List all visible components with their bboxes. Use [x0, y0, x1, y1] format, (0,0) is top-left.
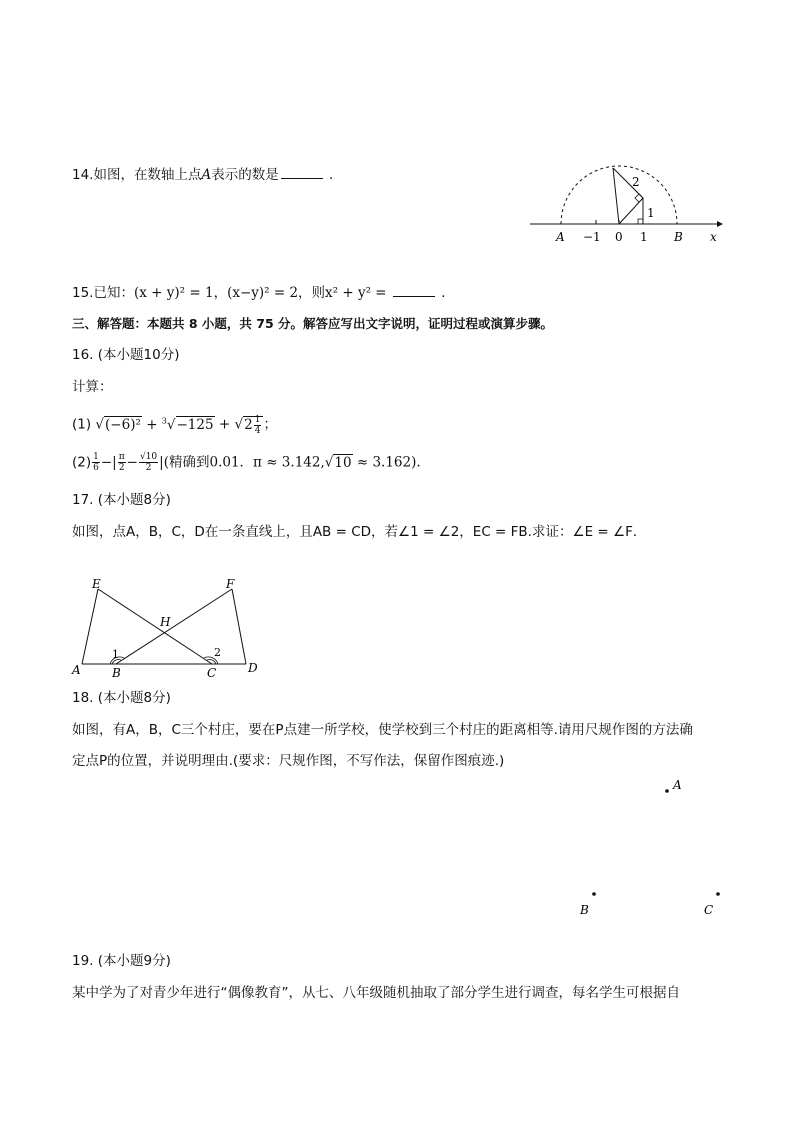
q16-header: 16. (本小题10分)	[72, 347, 180, 363]
q17-figure	[68, 574, 268, 680]
radius-line	[613, 168, 619, 224]
q15-answer-blank	[393, 284, 435, 297]
svg-text:A: A	[673, 778, 682, 792]
q17-header: 17. (本小题8分)	[72, 492, 171, 508]
svg-text:1: 1	[640, 230, 648, 244]
point-a	[665, 789, 669, 793]
svg-text:B: B	[580, 903, 589, 917]
q18-line1: 如图，有A，B，C三个村庄，要在P点建一所学校，使学校到三个村庄的距离相等.请用尺规作图的方法确	[72, 722, 693, 738]
q18-line2: 定点P的位置，并说明理由.(要求：尺规作图，不写作法，保留作图痕迹.)	[72, 753, 505, 769]
svg-text:C: C	[704, 903, 714, 917]
hypotenuse-1	[619, 198, 643, 224]
axis-arrow	[717, 221, 723, 227]
q16-part2: (2) $\frac{1}{6}$ −| $\frac{\pi}{2}$ − $\frac{√10}{2}$ |(精确到0.01．π ≈ 3.142,√10 ≈ 3.162).	[72, 452, 421, 473]
svg-text:D: D	[248, 661, 258, 675]
svg-text:F: F	[226, 577, 235, 591]
point-c	[716, 892, 720, 896]
svg-text:1: 1	[112, 648, 119, 661]
q14-answer-blank	[281, 166, 323, 179]
svg-text:B: B	[112, 666, 121, 680]
q17-text: 如图，点A，B，C，D在一条直线上，且AB = CD，若∠1 = ∠2，EC = FB.求证：∠E = ∠F．	[72, 524, 647, 540]
svg-text:1: 1	[647, 206, 655, 220]
svg-text:0: 0	[615, 230, 623, 244]
q16-intro: 计算：	[72, 379, 113, 395]
svg-text:A: A	[72, 663, 81, 677]
section-heading: 三、解答题：本题共 8 小题，共 75 分。解答应写出文字说明，证明过程或演算步骤。	[72, 316, 554, 331]
q16-part1: (1) √(−6)² + $^3$√−125 + √2 $\frac{1}{4}$ ；	[72, 414, 277, 436]
svg-text:E: E	[92, 577, 101, 591]
point-b	[592, 892, 596, 896]
svg-text:A: A	[556, 230, 565, 244]
q19-header: 19. (本小题9分)	[72, 953, 171, 969]
svg-text:2: 2	[632, 175, 640, 189]
svg-text:−1: −1	[583, 230, 601, 244]
svg-text:2: 2	[214, 646, 221, 659]
svg-text:H: H	[160, 615, 171, 629]
q18-points-figure	[570, 770, 740, 920]
q18-header: 18. (本小题8分)	[72, 690, 171, 706]
number-line-figure	[525, 160, 725, 250]
svg-text:C: C	[207, 666, 217, 680]
q14-text: 14.如图，在数轴上点A表示的数是 ．	[72, 167, 343, 183]
svg-text:B: B	[674, 230, 683, 244]
q15-text: 15.已知：(x + y)² = 1，(x−y)² = 2，则x² + y² = ．	[72, 285, 455, 301]
q19-line1: 某中学为了对青少年进行“偶像教育”，从七、八年级随机抽取了部分学生进行调查，每名学生可根据自	[72, 985, 680, 1001]
svg-text:x: x	[710, 230, 717, 244]
